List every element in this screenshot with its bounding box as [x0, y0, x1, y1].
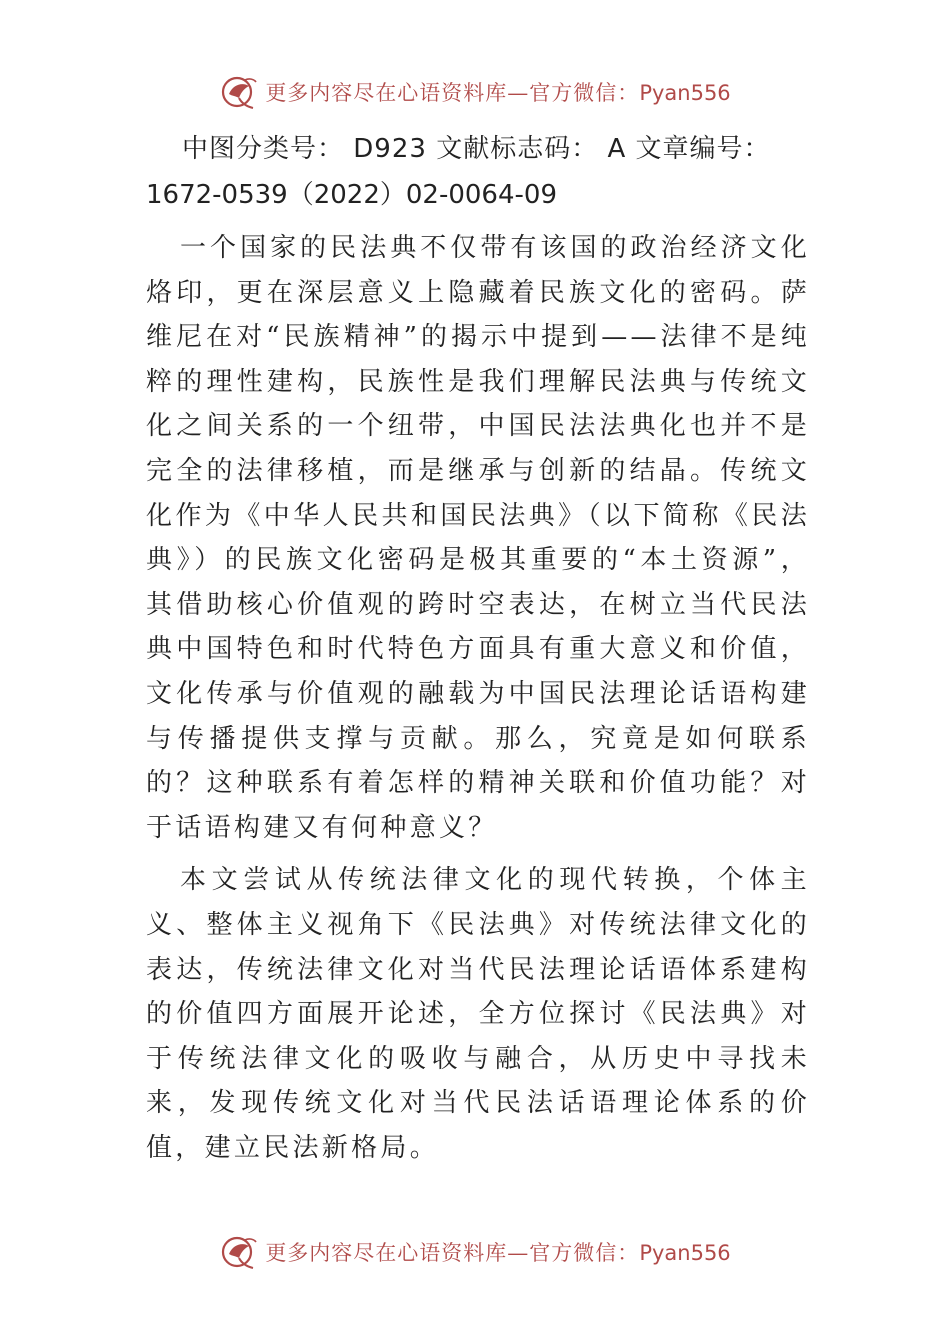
- document-body: [146, 126, 810, 1178]
- header-banner: [0, 68, 950, 116]
- paragraph-outline: 本文尝试从传统法律文化的现代转换，个体主义、整体主义视角下《民法典》对传统法律文化的表达，传统法律文化对当代民法理论话语体系建构的价值四方面展开论述，全方位探讨《民法典》对于传统法律文化的吸收与融合，从历史中寻找未来，发现传统文化对当代民法话语理论体系的价值，建立民法新格局。: [146, 865, 810, 1163]
- article-number: 1672-0539（2022）02-0064-09: [146, 180, 557, 210]
- clc-number: D923: [353, 134, 427, 164]
- wechat-id: Pyan556: [639, 1241, 731, 1265]
- banner-text: 更多内容尽在心语资料库—官方微信：Pyan556: [265, 1241, 731, 1265]
- rose-logo-icon: [219, 1232, 259, 1272]
- document-code: A: [607, 134, 627, 164]
- rose-logo-icon: [219, 72, 259, 112]
- banner-text: 更多内容尽在心语资料库—官方微信：Pyan556: [265, 81, 731, 105]
- paragraph-intro: 一个国家的民法典不仅带有该国的政治经济文化烙印，更在深层意义上隐藏着民族文化的密码。萨维尼在对“民族精神”的揭示中提到——法律不是纯粹的理性建构，民族性是我们理解民法典与传统文化之间关系的一个纽带，中国民法法典化也并不是完全的法律移植，而是继承与创新的结晶。传统文化作为《中华人民共和国民法典》（以下简称《民法典》）的民族文化密码是极其重要的“本土资源”，其借助核心价值观的跨时空表达，在树立当代民法典中国特色和时代特色方面具有重大意义和价值，文化传承与价值观的融载为中国民法理论话语构建与传播提供支撑与贡献。那么，究竟是如何联系的？这种联系有着怎样的精神关联和价值功能？对于话语构建又有何种意义？: [146, 233, 810, 843]
- wechat-id: Pyan556: [639, 81, 731, 105]
- footer-banner: [0, 1228, 950, 1276]
- classification-line: 中图分类号： D923 文献标志码： A 文章编号：: [182, 134, 771, 164]
